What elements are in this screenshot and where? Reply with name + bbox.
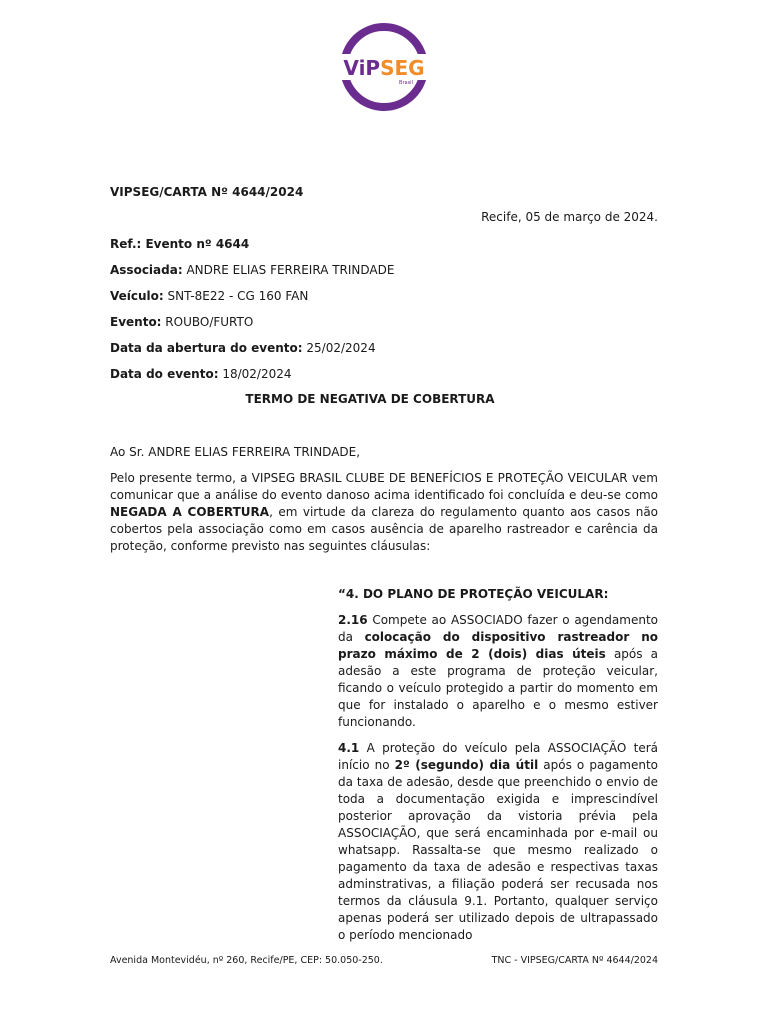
- veiculo-value: SNT-8E22 - CG 160 FAN: [163, 289, 309, 303]
- clause-4-1-text-a: A proteção do veículo pela ASSOCIAÇÃO terá início no: [338, 741, 658, 772]
- document-title: TERMO DE NEGATIVA DE COBERTURA: [245, 392, 495, 406]
- logo-sub: Brasil: [399, 80, 413, 86]
- associada-label: Associada:: [110, 263, 183, 277]
- evento-value: ROUBO/FURTO: [161, 315, 254, 329]
- clause-2-16-text-b: após a adesão a este programa de proteção veicular, ficando o veículo protegido a partir do momento em que for instalado o aparelho e o mesmo estiver funcionando.: [338, 647, 659, 729]
- vipseg-logo: [338, 21, 430, 113]
- veiculo-label: Veículo:: [110, 289, 164, 303]
- intro-paragraph: [110, 470, 658, 555]
- data-abertura-label: Data da abertura do evento:: [110, 341, 303, 355]
- clause-4-1: [338, 740, 658, 944]
- footer-reference: TNC - VIPSEG/CARTA Nº 4644/2024: [491, 955, 658, 966]
- ref-event: Ref.: Evento nº 4644: [110, 237, 250, 251]
- date-line: Recife, 05 de março de 2024.: [481, 210, 658, 224]
- data-abertura-field: [110, 340, 376, 357]
- letter-number: VIPSEG/CARTA Nº 4644/2024: [110, 185, 304, 199]
- clause-4-1-bold: 2º (segundo) dia útil: [394, 758, 539, 772]
- intro-part2: , em virtude da clareza do regulamento quanto aos casos não cobertos pela associação como em casos ausência de aparelho rastreador e carência da proteção, conforme previsto nas seguintes cláusulas:: [110, 505, 659, 553]
- data-evento-value: 18/02/2024: [218, 367, 292, 381]
- clause-2-16-number: 2.16: [338, 613, 368, 627]
- svg-text:ViPSEG: [343, 56, 424, 80]
- clauses-block: [338, 586, 658, 953]
- logo-text-b: iP: [358, 56, 381, 80]
- veiculo-field: [110, 288, 308, 305]
- logo-text-a: V: [343, 56, 359, 80]
- data-evento-field: [110, 366, 292, 383]
- evento-label: Evento:: [110, 315, 162, 329]
- clause-4-1-number: 4.1: [338, 741, 360, 755]
- logo-text-c: SEG: [380, 56, 425, 80]
- salutation: Ao Sr. ANDRE ELIAS FERREIRA TRINDADE,: [110, 445, 361, 459]
- footer-address: Avenida Montevidéu, nº 260, Recife/PE, CEP: 50.050-250.: [110, 955, 383, 966]
- intro-bold: NEGADA A COBERTURA: [110, 505, 270, 519]
- clause-4-1-text-b: após o pagamento da taxa de adesão, desde que preenchido o envio de toda a documentação exigida e imprescindível posterior aprovação da vistoria prévia pela ASSOCIAÇÃO, que será encaminhada por e-mail ou whatsapp. Rassalta-se que mesmo realizado o pagamento da taxa de adesão e respectivas taxas adminstrativas, a filiação poderá ser recusada nos termos da cláusula 9.1. Portanto, qualquer serviço apenas poderá ser utilizado depois de ultrapassado o período mencionado: [338, 758, 659, 942]
- data-evento-label: Data do evento:: [110, 367, 219, 381]
- clause-2-16-text-a: Compete ao ASSOCIADO fazer o agendamento da: [338, 613, 658, 644]
- clause-2-16: [338, 612, 658, 731]
- data-abertura-value: 25/02/2024: [302, 341, 376, 355]
- evento-field: [110, 314, 253, 331]
- clause-2-16-bold: colocação do dispositivo rastreador no prazo máximo de 2 (dois) dias úteis: [338, 630, 658, 661]
- clause-heading: “4. DO PLANO DE PROTEÇÃO VEICULAR:: [338, 587, 609, 601]
- associada-value: ANDRE ELIAS FERREIRA TRINDADE: [182, 263, 395, 277]
- associada-field: [110, 262, 394, 279]
- intro-part1: Pelo presente termo, a VIPSEG BRASIL CLUBE DE BENEFÍCIOS E PROTEÇÃO VEICULAR vem comunicar que a análise do evento danoso acima identificado foi concluída e deu-se como: [110, 471, 658, 502]
